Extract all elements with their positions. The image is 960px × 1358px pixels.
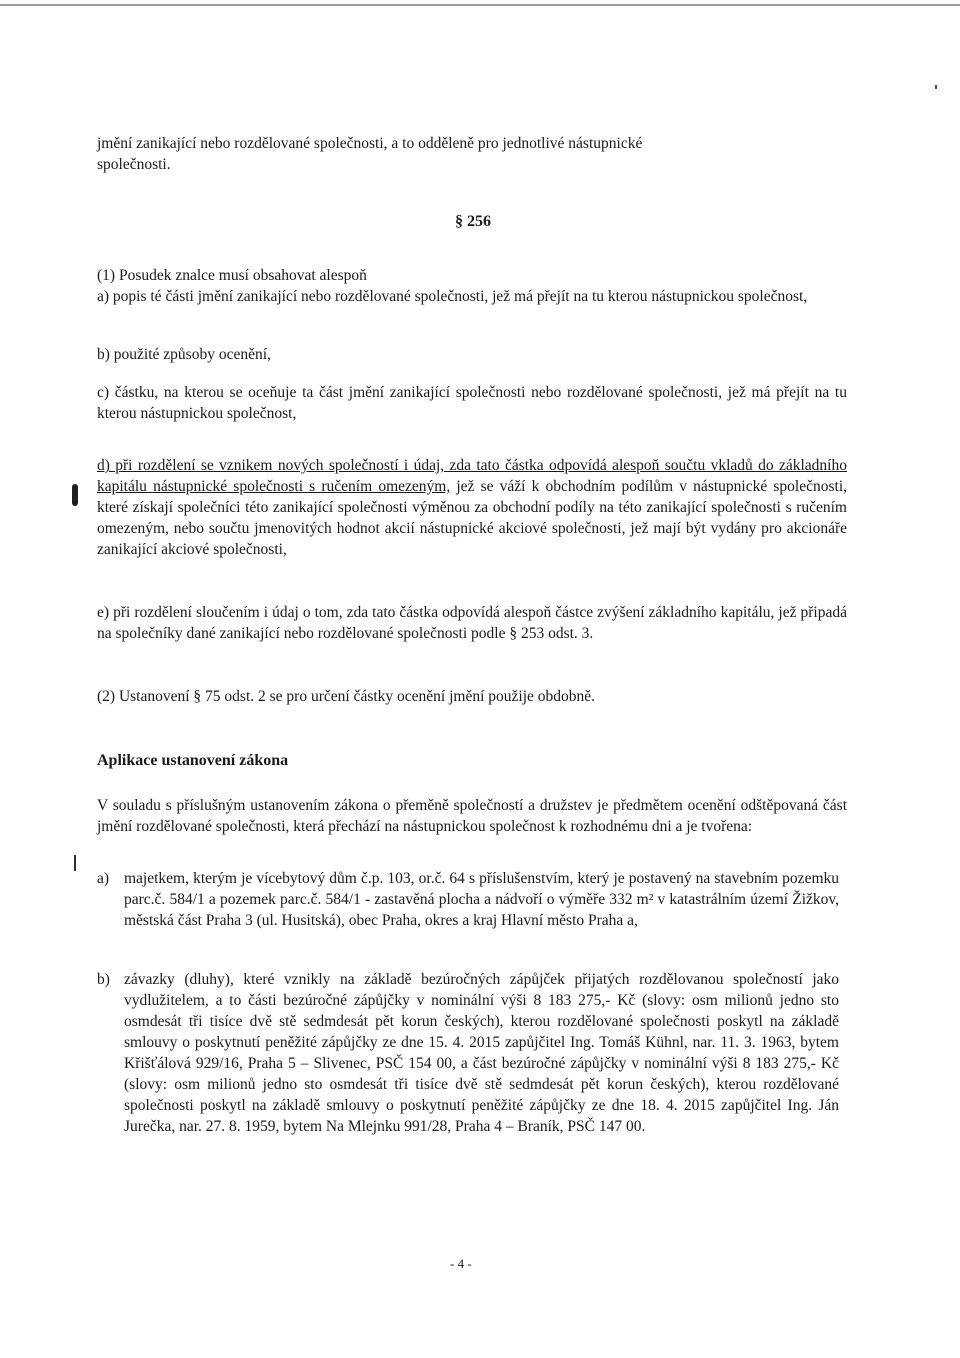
page-number: - 4 -: [450, 1256, 472, 1271]
list-b-text: závazky (dluhy), které vznikly na základě bezúročných zápůjček přijatých rozdělovanou společností jako vydlužitelem, a to části bezúročné zápůjčky v nominální výši 8 183 275,- Kč (slovy: osm milionů jedno sto osmdesát tři tisíce dvě stě sedmdesát pět korun českých), kterou rozdělované společnosti poskytl na základě smlouvy o poskytnutí peněžité zápůjčky ze dne 15. 4. 2015 zapůjčitel Ing. Tomáš Kühnl, nar. 11. 3. 1963, bytem Křišťálová 929/16, Praha 5 – Slivenec, PSČ 154 00, a část bezúročné zápůjčky v nominální výši 8 183 275,- Kč (slovy: osm milionů jedno sto osmdesát tři tisíce dvě stě sedmdesát pět korun českých), kterou rozdělované společnosti poskytl na základě smlouvy o poskytnutí peněžité zápůjčky ze dne 18. 4. 2015 zapůjčitel Ing. Ján Jurečka, nar. 27. 8. 1959, bytem Na Mlejnku 991/28, Praha 4 – Braník, PSČ 147 00.: [124, 971, 839, 1135]
continuation-line-1: jmění zanikající nebo rozdělované společnosti, a to odděleně pro jednotlivé nástupnické: [97, 135, 643, 152]
item-d: [97, 455, 847, 560]
list-b-marker: b): [97, 971, 110, 988]
item-b: b) použité způsoby ocenění,: [97, 346, 271, 363]
item-c: c) částku, na kterou se oceňuje ta část jmění zanikající společnosti nebo rozdělované společnosti, jež má přejít na tu kterou nástupnickou společnost,: [97, 384, 847, 422]
continuation-line-2: společnosti.: [97, 156, 171, 173]
paragraph-1-intro: (1) Posudek znalce musí obsahovat alespoň: [97, 267, 367, 284]
section-heading: Aplikace ustanovení zákona: [97, 752, 289, 769]
list-a-text: majetkem, kterým je vícebytový dům č.p. 103, or.č. 64 s příslušenstvím, který je postavený na stavebním pozemku parc.č. 584/1 a pozemek parc.č. 584/1 - zastavěná plocha a nádvoří o výměře 332 m² v katastrálním území Žižkov, městská část Praha 3 (ul. Husitská), obec Praha, okres a kraj Hlavní město Praha a,: [124, 870, 839, 929]
paragraph-2: (2) Ustanovení § 75 odst. 2 se pro určení částky ocenění jmění použije obdobně.: [97, 688, 596, 705]
item-e: e) při rozdělení sloučením i údaj o tom, zda tato částka odpovídá alespoň částce zvýšení základního kapitálu, jež připadá na společníky dané zanikající nebo rozdělované společnosti podle § 253 odst. 3.: [97, 604, 847, 642]
item-d-underlined: d) při rozdělení se vznikem nových společností i údaj, zda tato částka odpovídá alespoň součtu vkladů do základního kapitálu nástupnické společnosti s ručením omezeným,: [97, 457, 847, 495]
intro-paragraph: V souladu s příslušným ustanovením zákona o přeměně společností a družstev je předmětem ocenění odštěpovaná část jmění rozdělované společnosti, která přechází na nástupnickou společnost k rozhodnému dni a je tvořena:: [97, 797, 847, 835]
section-number: § 256: [455, 213, 491, 230]
item-a: a) popis té části jmění zanikající nebo rozdělované společnosti, jež má přejít na tu kterou nástupnickou společnost,: [97, 288, 808, 305]
item-d-rest: jež se váží k obchodním podílům v nástupnické společnosti, které získají společníci této zanikající společnosti výměnou za obchodní podíly na této zanikající společnosti s ručením omezeným, nebo součtu jmenovitých hodnot akcií nástupnické akciové společnosti, jež mají být vydány pro akcionáře zanikající akciové společnosti,: [97, 478, 847, 558]
list-a-marker: a): [97, 870, 110, 887]
